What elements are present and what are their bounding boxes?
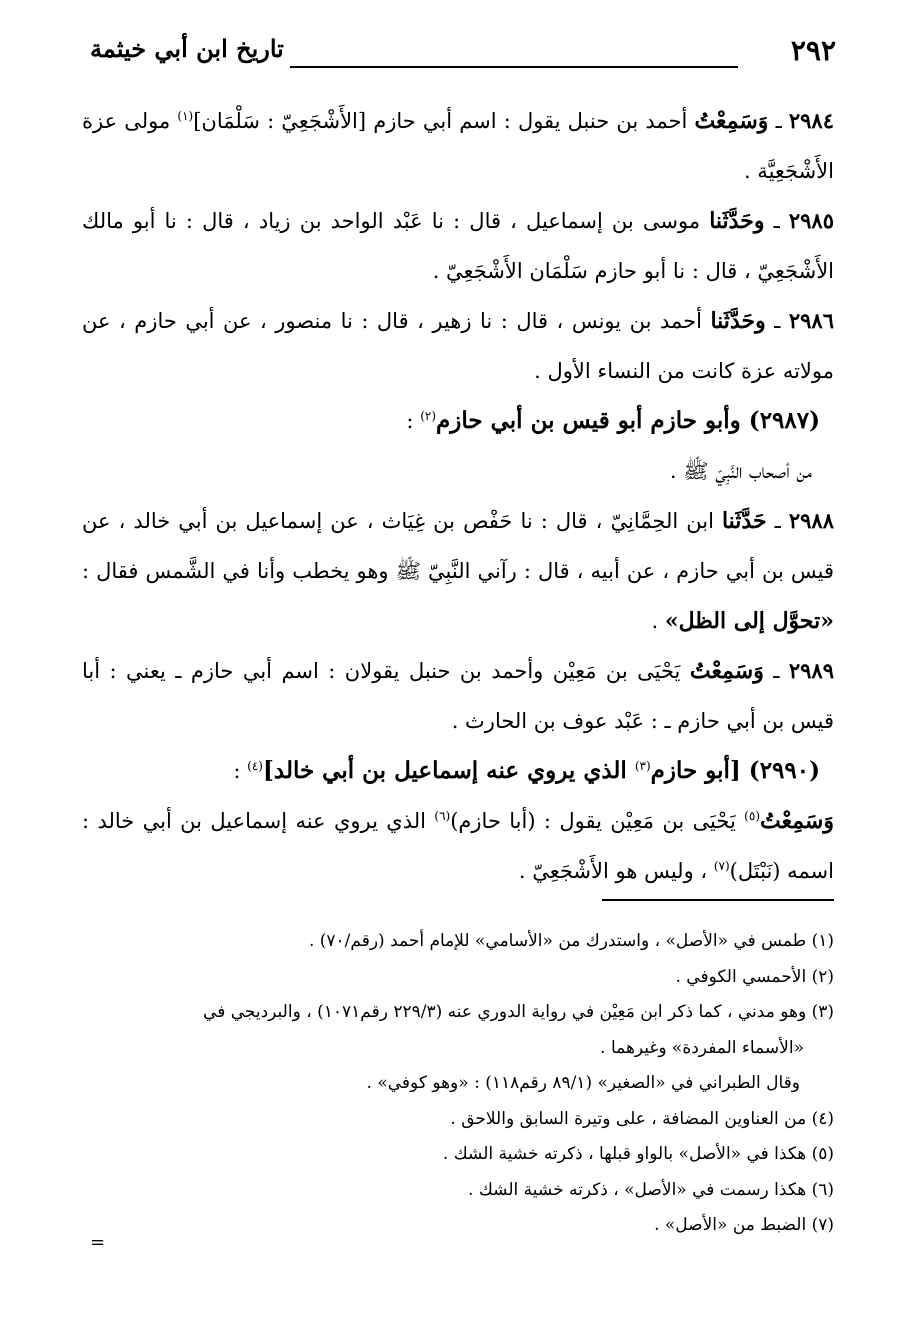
entry-number: ٢٩٨٨	[788, 508, 834, 533]
footnote-1: (١) طمس في «الأصل» ، واستدرك من «الأسامي» للإمام أحمد (رقم/٧٠) .	[308, 931, 834, 951]
footnote-rule	[602, 899, 834, 901]
narration-keyword: وَسَمِعْتُ	[689, 658, 764, 684]
running-title: تاريخ ابن أبي خيثمة	[90, 34, 284, 63]
footnote-3-cont: «الأسماء المفردة» وغيرهما .	[600, 1037, 804, 1058]
footnote-ref: (٤)	[247, 759, 263, 773]
footnote-ref: (٣)	[634, 759, 651, 773]
header-rule	[290, 66, 738, 68]
entry-2987-body	[82, 446, 834, 496]
page-number: ٢٩٢	[790, 34, 836, 67]
entry-text: ابن الحِمَّانِيّ ، قال : نا حَفْص بن غِيَاث ، عن إسماعيل بن أبي خالد ، عن قيس بن أبي حازم ، عن أبيه ، قال : رآني النَّبِيّ ﷺ وهو يخطب وأنا في الشَّمس فقال :	[82, 509, 834, 583]
narration-keyword: حَدَّثَنا	[721, 508, 767, 534]
entry-number: ٢٩٨٤	[788, 108, 834, 133]
footnote-7: (٧) الضبط من «الأصل» .	[654, 1215, 834, 1235]
entry-text: أحمد بن حنبل يقول : اسم أبي حازم [الأَشْجَعِيّ : سَلْمَان]	[193, 109, 695, 133]
entry-text: من أصحاب النَّبِيّ ﷺ .	[669, 459, 812, 483]
entry-2989	[82, 646, 834, 746]
footnote-ref: (٦)	[434, 809, 451, 823]
entry-2985	[82, 196, 834, 296]
entry-heading-cont: الذي يروي عنه إسماعيل بن أبي خالد]	[262, 757, 635, 784]
prophetic-quote: «تحوَّل إلى الظل»	[664, 608, 834, 634]
separator: ـ	[768, 109, 789, 133]
entry-text: ، وليس هو الأَشْجَعِيّ .	[518, 859, 714, 883]
footnote-3: (٣) وهو مدني ، كما ذكر ابن مَعِيْن في رواية الدوري عنه (٢٢٩/٣ رقم١٠٧١) ، والبرديجي في	[203, 1002, 834, 1022]
entry-heading: (٢٩٨٧) وأبو حازم أبو قيس بن أبي حازم	[436, 407, 820, 434]
entry-text: يَحْيَى بن مَعِيْن وأحمد بن حنبل يقولان : اسم أبي حازم ـ يعني : أبا قيس بن أبي حازم ـ : عَبْد عوف بن الحارث .	[82, 659, 834, 733]
footnote-4: (٤) من العناوين المضافة ، على وتيرة السابق واللاحق .	[450, 1108, 834, 1129]
narration-keyword: وحَدَّثَنا	[710, 308, 766, 334]
entry-2988	[82, 496, 834, 646]
entry-number: ٢٩٨٩	[788, 658, 834, 683]
entry-text: .	[651, 609, 665, 633]
entry-2990-body	[82, 796, 834, 896]
footnote-2: (٢) الأحمسي الكوفي .	[675, 966, 834, 987]
continuation-mark: =	[90, 1232, 106, 1253]
entry-number: ٢٩٨٦	[788, 308, 834, 333]
separator: ـ	[765, 309, 789, 333]
separator: ـ	[766, 509, 789, 533]
entry-text: أحمد بن يونس ، قال : نا زهير ، قال : نا منصور ، عن أبي حازم ، عن مولاته عزة كانت من النساء الأول .	[82, 309, 834, 383]
entry-text: موسى بن إسماعيل ، قال : نا عَبْد الواحد بن زياد ، قال : نا أبو مالك الأَشْجَعِيّ ، قال : نا أبو حازم سَلْمَان الأَشْجَعِيّ .	[82, 209, 834, 283]
entry-2986	[82, 296, 834, 396]
entry-2987	[82, 396, 834, 446]
entry-2990	[82, 746, 834, 796]
footnote-ref: (٢)	[420, 409, 437, 423]
entry-2984	[82, 96, 834, 196]
entry-text: الذي يروي عنه إسماعيل بن أبي خالد : اسمه (نَبْتَل)	[82, 809, 834, 883]
entry-heading: (٢٩٩٠) [أبو حازم	[650, 757, 820, 784]
footnote-6: (٦) هكذا رسمت في «الأصل» ، ذكرته خشية الشك .	[468, 1179, 834, 1200]
footnote-ref: (٥)	[744, 809, 760, 823]
entry-text: يَحْيَى بن مَعِيْن يقول : (أبا حازم)	[450, 809, 745, 833]
entry-number: ٢٩٨٥	[788, 208, 834, 233]
footnotes	[82, 924, 834, 1244]
heading-tail: :	[233, 759, 248, 783]
narration-keyword: وحَدَّثَنا	[709, 208, 765, 234]
page-header	[90, 34, 836, 74]
footnote-5: (٥) هكذا في «الأصل» بالواو قبلها ، ذكرته خشية الشك .	[442, 1144, 834, 1164]
narration-keyword: وَسَمِعْتُ	[760, 808, 834, 834]
narration-keyword: وَسَمِعْتُ	[694, 108, 769, 134]
main-text	[82, 96, 834, 896]
footnote-3-note: وقال الطبراني في «الصغير» (٨٩/١ رقم١١٨) : «وهو كوفي» .	[366, 1073, 800, 1093]
heading-tail: :	[406, 409, 421, 433]
separator: ـ	[763, 659, 789, 683]
footnote-ref: (٧)	[713, 859, 730, 873]
footnote-ref: (١)	[177, 109, 194, 123]
separator: ـ	[764, 209, 789, 233]
entry-text: مولى عزة الأَشْجَعِيَّة .	[82, 109, 834, 183]
